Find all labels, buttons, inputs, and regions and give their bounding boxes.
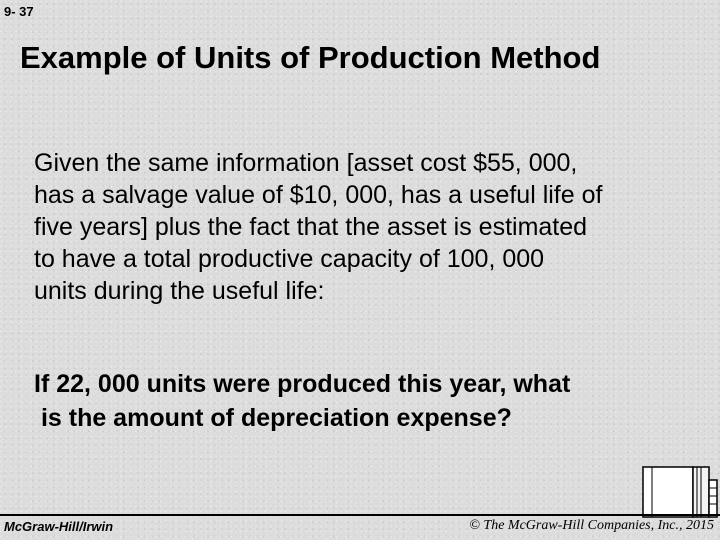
body-line: Given the same information [asset cost $55, 000, bbox=[34, 149, 578, 177]
body-line: units during the useful life: bbox=[34, 277, 325, 305]
slide-title: Example of Units of Production Method bbox=[20, 40, 601, 75]
footer-divider bbox=[0, 514, 720, 516]
corner-decoration-graphic bbox=[642, 466, 718, 518]
body-line: has a salvage value of $10, 000, has a useful life of bbox=[34, 181, 603, 209]
footer-publisher: McGraw-Hill/Irwin bbox=[4, 519, 114, 534]
question-line: is the amount of depreciation expense? bbox=[34, 404, 512, 432]
question-line: If 22, 000 units were produced this year, what bbox=[34, 370, 571, 398]
body-line: five years] plus the fact that the asset is estimated bbox=[34, 213, 588, 241]
footer-copyright: © The McGraw-Hill Companies, Inc., 2015 bbox=[469, 518, 714, 533]
slide-body bbox=[34, 147, 714, 307]
slide-number: 9- 37 bbox=[4, 4, 34, 19]
question-text bbox=[34, 367, 714, 435]
body-line: to have a total productive capacity of 100, 000 bbox=[34, 245, 545, 273]
